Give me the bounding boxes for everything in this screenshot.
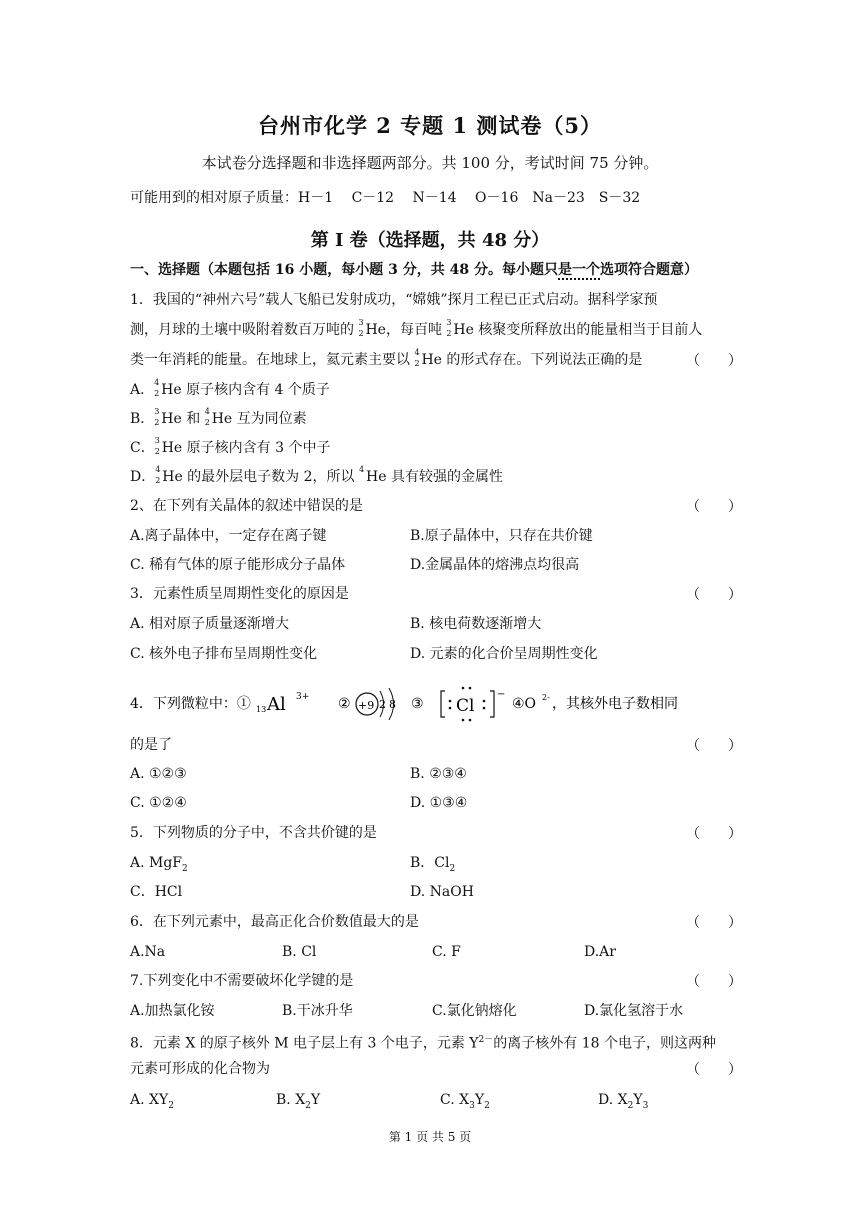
q6-stem: 6．在下列元素中，最高正化合价数值最大的是 bbox=[130, 914, 419, 930]
q8-stem-line2: 元素可形成的化合物为 bbox=[130, 1061, 270, 1077]
q8-option-b bbox=[276, 1090, 320, 1116]
option-letter: A． bbox=[130, 382, 155, 398]
option-text: He 互为同位素 bbox=[211, 411, 307, 427]
q8-stem-line1 bbox=[130, 1030, 716, 1054]
subscript: 2 bbox=[305, 1100, 311, 1111]
q1-text: 测，月球的土壤中吸附着数百万吨的 bbox=[130, 322, 359, 338]
atomic-number: 2 bbox=[154, 418, 160, 427]
mass-number: 4 bbox=[154, 378, 160, 387]
answer-paren: （ ） bbox=[686, 353, 742, 369]
q8-option-c bbox=[440, 1090, 490, 1116]
q3-option-c: C. 核外电子排布呈周期性变化 bbox=[130, 646, 318, 662]
mass-number: 4 bbox=[359, 465, 365, 474]
q4-option-c: C. ①②④ bbox=[130, 795, 187, 811]
q1-text: He 的形式存在。下列说法正确的是 bbox=[421, 352, 643, 368]
mass-number: 3 bbox=[154, 436, 160, 445]
subscript: 3 bbox=[642, 1100, 649, 1111]
atomic-number: 2 bbox=[446, 329, 452, 338]
section-instructions-c: 选项符合题意） bbox=[599, 262, 698, 278]
q7-option-d: D.氯化氢溶于水 bbox=[584, 1003, 684, 1019]
answer-paren: （ ） bbox=[686, 826, 742, 842]
subscript: 2 bbox=[627, 1100, 634, 1111]
atomic-number: 2 bbox=[155, 476, 161, 485]
q4-stem-a: 4．下列微粒中：① bbox=[130, 696, 251, 712]
q1-option-d bbox=[130, 467, 503, 487]
q7-stem: 7.下列变化中不需要破坏化学键的是 bbox=[130, 973, 354, 989]
answer-paren: （ ） bbox=[686, 499, 742, 515]
atomic-number: 2 bbox=[154, 447, 160, 456]
section-instructions-emphasis: 是一个 bbox=[557, 262, 600, 278]
circle-3: ③ bbox=[411, 696, 424, 712]
q6-option-b: B. Cl bbox=[282, 944, 317, 960]
option-text: Y bbox=[633, 1092, 643, 1108]
atomic-structure-diagram bbox=[356, 688, 396, 720]
option-text: He 原子核内含有 4 个质子 bbox=[161, 382, 330, 398]
option-letter: B． bbox=[130, 411, 155, 427]
atomic-number: 2 bbox=[204, 418, 210, 427]
cl-symbol: Cl bbox=[456, 696, 475, 716]
q4-option-a: A. ①②③ bbox=[130, 766, 187, 782]
cl-charge: − bbox=[497, 689, 506, 700]
isotope-notation bbox=[154, 436, 162, 456]
isotope-notation bbox=[154, 378, 161, 398]
al-charge: 3+ bbox=[296, 692, 310, 702]
answer-paren: （ ） bbox=[686, 587, 742, 603]
option-text: Y bbox=[310, 1092, 321, 1108]
nucleus-charge: +9 bbox=[358, 699, 375, 712]
o-charge: 2- bbox=[542, 693, 550, 702]
shell-2-electrons: 8 bbox=[389, 698, 396, 711]
atomic-number: 2 bbox=[414, 359, 420, 368]
option-text: He 具有较强的金属性 bbox=[366, 469, 503, 485]
q4-stem-b: ，其核外电子数相同 bbox=[552, 696, 678, 712]
chloride-lewis-structure bbox=[441, 687, 505, 722]
q2-option-c: C. 稀有气体的原子能形成分子晶体 bbox=[130, 557, 346, 573]
subscript: 3 bbox=[469, 1100, 475, 1111]
q3-stem: 3．元素性质呈周期性变化的原因是 bbox=[130, 586, 349, 602]
mass-number: 4 bbox=[155, 465, 161, 474]
q5-option-d: D. NaOH bbox=[410, 884, 474, 900]
al-atomic-number: 13 bbox=[256, 705, 267, 714]
q6-option-a: A.Na bbox=[130, 944, 166, 960]
q2-option-b: B.原子晶体中，只存在共价键 bbox=[410, 528, 593, 544]
q1-text: He 核聚变所释放出的能量相当于目前人 bbox=[453, 322, 703, 338]
mass-number: 3 bbox=[358, 318, 364, 327]
isotope-notation bbox=[359, 465, 366, 483]
option-text: Y bbox=[474, 1092, 485, 1108]
option-letter: D． bbox=[130, 469, 156, 485]
q1-stem-line3 bbox=[130, 350, 642, 370]
q8-text: 8．元素 X 的原子核外 M 电子层上有 3 个电子，元素 Y bbox=[130, 1035, 479, 1052]
q1-option-a bbox=[130, 380, 330, 400]
shell-1-electrons: 2 bbox=[379, 698, 386, 711]
option-text: D. X bbox=[598, 1092, 628, 1108]
section-instructions bbox=[130, 260, 698, 280]
q2-option-d: D.金属晶体的熔沸点均很高 bbox=[410, 557, 580, 573]
q5-option-a bbox=[130, 853, 188, 879]
mass-number: 3 bbox=[446, 318, 452, 327]
answer-paren: （ ） bbox=[686, 974, 742, 990]
q1-text: 类一年消耗的能量。在地球上，氦元素主要以 bbox=[130, 352, 415, 368]
option-text: He 的最外层电子数为 2，所以 bbox=[162, 469, 359, 485]
q3-option-a: A. 相对原子质量逐渐增大 bbox=[130, 616, 290, 632]
q7-option-b: B.干冰升华 bbox=[282, 1003, 353, 1019]
q5-option-c: C．HCl bbox=[130, 884, 183, 900]
page-title: 台州市化学 2 专题 1 测试卷（5） bbox=[257, 113, 603, 138]
q3-option-d: D. 元素的化合价呈周期性变化 bbox=[410, 646, 598, 662]
q1-text: He，每百吨 bbox=[365, 322, 447, 338]
exam-description: 本试卷分选择题和非选择题两部分。共 100 分，考试时间 75 分钟。 bbox=[201, 154, 659, 172]
q8-option-d bbox=[598, 1090, 648, 1116]
atomic-masses: 可能用到的相对原子质量：H－1 C－12 N－14 O－16 Na－23 S－32 bbox=[130, 190, 641, 206]
bracket-right bbox=[490, 691, 494, 717]
option-text: C. X bbox=[440, 1092, 470, 1108]
isotope-notation bbox=[414, 348, 421, 368]
answer-paren: （ ） bbox=[686, 1062, 742, 1078]
mass-number: 4 bbox=[414, 348, 420, 357]
subscript: 2 bbox=[182, 863, 188, 874]
q5-stem: 5．下列物质的分子中，不含共价键的是 bbox=[130, 825, 377, 841]
section-title: 第 I 卷（选择题，共 48 分） bbox=[310, 230, 550, 251]
q4-option-d: D. ①③④ bbox=[410, 795, 468, 811]
option-text: A. XY bbox=[130, 1092, 169, 1108]
bracket-left bbox=[441, 691, 445, 717]
q4-formula bbox=[130, 685, 690, 725]
option-text: A. MgF bbox=[130, 855, 183, 871]
q7-option-a: A.加热氯化铵 bbox=[130, 1003, 215, 1019]
option-text: B. X bbox=[276, 1092, 306, 1108]
atomic-number: 2 bbox=[358, 329, 364, 338]
q1-stem-line1: 1．我国的“神州六号”载人飞船已发射成功，“嫦娥”探月工程已正式启动。据科学家预 bbox=[130, 292, 658, 308]
q8-text: 的离子核外有 18 个电子，则这两种 bbox=[493, 1035, 716, 1052]
circle-4: ④O bbox=[512, 696, 537, 712]
q8-option-a bbox=[130, 1090, 174, 1116]
option-text: He 原子核内含有 3 个中子 bbox=[161, 440, 331, 456]
isotope-notation bbox=[154, 407, 161, 427]
isotope-notation bbox=[155, 465, 162, 485]
section-instructions-a: 一、选择题（本题包括 16 小题，每小题 3 分，共 48 分。每小题只 bbox=[130, 262, 558, 278]
subscript: 2 bbox=[484, 1100, 490, 1111]
option-text: He 和 bbox=[161, 411, 205, 427]
isotope-notation bbox=[446, 318, 453, 338]
answer-paren: （ ） bbox=[686, 915, 742, 931]
q4-stem-c: 的是了 bbox=[130, 737, 172, 753]
option-text: B．Cl bbox=[410, 855, 450, 871]
mass-number: 3 bbox=[154, 407, 160, 416]
answer-paren: （ ） bbox=[686, 738, 742, 754]
q1-option-c bbox=[130, 438, 330, 458]
option-letter: C． bbox=[130, 440, 155, 456]
mass-number: 4 bbox=[204, 407, 210, 416]
ion-charge: 2－ bbox=[478, 1035, 494, 1045]
q3-option-b: B. 核电荷数逐渐增大 bbox=[410, 616, 542, 632]
q2-option-a: A.离子晶体中，一定存在离子键 bbox=[130, 528, 327, 544]
q4-option-b: B. ②③④ bbox=[410, 766, 467, 782]
isotope-notation bbox=[204, 407, 212, 427]
q6-option-c: C. F bbox=[432, 944, 461, 960]
q1-option-b bbox=[130, 409, 307, 429]
atomic-number: 2 bbox=[154, 389, 160, 398]
q1-stem-line2 bbox=[130, 320, 702, 340]
q6-option-d: D.Ar bbox=[584, 944, 616, 960]
circle-2: ② bbox=[338, 696, 351, 712]
page-footer: 第 1 页 共 5 页 bbox=[388, 1130, 472, 1144]
subscript: 2 bbox=[168, 1100, 174, 1111]
q2-stem: 2、在下列有关晶体的叙述中错误的是 bbox=[130, 498, 363, 514]
al-symbol: Al bbox=[267, 694, 286, 715]
q7-option-c: C.氯化钠熔化 bbox=[432, 1003, 517, 1019]
isotope-notation bbox=[358, 318, 365, 338]
subscript: 2 bbox=[449, 863, 456, 874]
q5-option-b bbox=[410, 853, 455, 879]
